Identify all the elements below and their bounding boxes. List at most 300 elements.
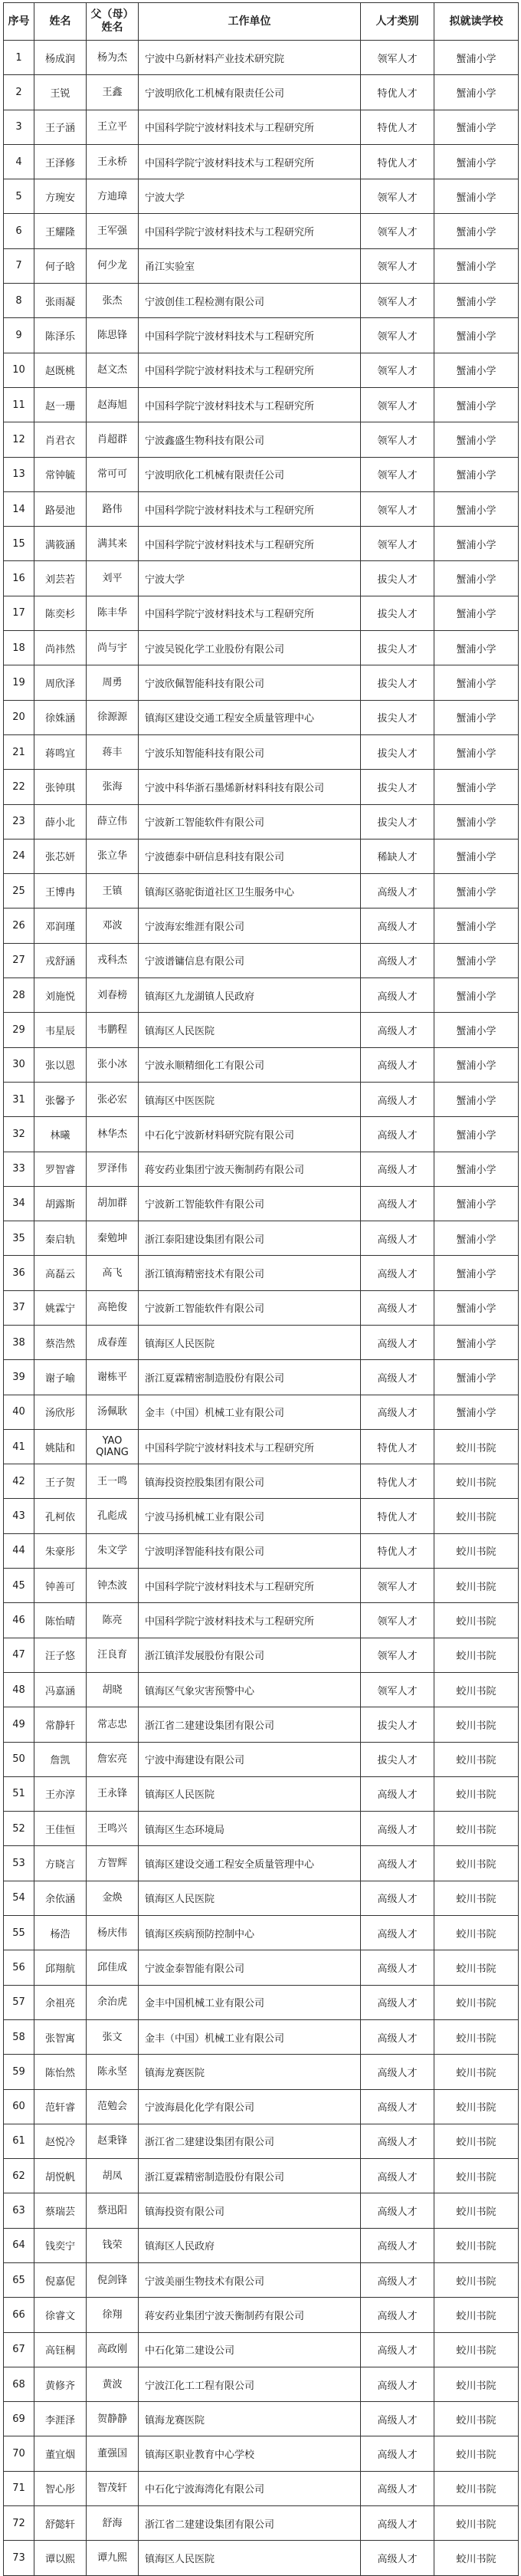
table-row bbox=[4, 2298, 519, 2332]
cell-unit: 宁波中科华浙石墨烯新材料科技有限公司 bbox=[139, 770, 361, 804]
cell-unit: 镇海区建设交通工程安全质量管理中心 bbox=[139, 700, 361, 734]
cell-parent: 汪良育 bbox=[87, 1638, 139, 1672]
cell-name: 徐睿文 bbox=[34, 2298, 87, 2332]
cell-seq: 51 bbox=[4, 1776, 34, 1811]
cell-category: 领军人才 bbox=[361, 491, 434, 526]
cell-name: 薛小北 bbox=[34, 804, 87, 839]
cell-parent: 张必宏 bbox=[87, 1082, 139, 1116]
cell-parent: 王永桥 bbox=[87, 144, 139, 179]
cell-unit: 中国科学院宁波材料技术与工程研究所 bbox=[139, 387, 361, 422]
cell-category: 拔尖人才 bbox=[361, 665, 434, 700]
table-row bbox=[4, 457, 519, 491]
cell-school: 蛟川书院 bbox=[434, 2228, 519, 2262]
table-row bbox=[4, 353, 519, 387]
cell-category: 特优人才 bbox=[361, 1533, 434, 1568]
cell-parent: 徐翔 bbox=[87, 2298, 139, 2332]
cell-parent: 林华杰 bbox=[87, 1117, 139, 1152]
cell-unit: 浙江省二建建设集团有限公司 bbox=[139, 1707, 361, 1742]
cell-parent: 谢栋平 bbox=[87, 1360, 139, 1395]
cell-parent: 张杰 bbox=[87, 284, 139, 318]
cell-school: 蟹浦小学 bbox=[434, 734, 519, 769]
table-row bbox=[4, 1916, 519, 1950]
cell-seq: 39 bbox=[4, 1360, 34, 1395]
table-row bbox=[4, 2263, 519, 2298]
table-row bbox=[4, 2402, 519, 2436]
cell-unit: 宁波大学 bbox=[139, 179, 361, 214]
cell-parent: 张文 bbox=[87, 2019, 139, 2054]
cell-category: 拔尖人才 bbox=[361, 700, 434, 734]
cell-name: 张智寓 bbox=[34, 2019, 87, 2054]
cell-school: 蛟川书院 bbox=[434, 1707, 519, 1742]
cell-category: 拔尖人才 bbox=[361, 804, 434, 839]
cell-name: 朱豪彤 bbox=[34, 1533, 87, 1568]
cell-category: 高级人才 bbox=[361, 2124, 434, 2158]
cell-unit: 宁波创佳工程检测有限公司 bbox=[139, 284, 361, 318]
cell-name: 王亦淳 bbox=[34, 1776, 87, 1811]
table-row bbox=[4, 41, 519, 75]
table-row bbox=[4, 1638, 519, 1672]
table-row bbox=[4, 1047, 519, 1082]
cell-seq: 54 bbox=[4, 1881, 34, 1915]
table-row bbox=[4, 2332, 519, 2367]
cell-seq: 16 bbox=[4, 561, 34, 596]
cell-unit: 镇海区建设交通工程安全质量管理中心 bbox=[139, 1846, 361, 1881]
table-row bbox=[4, 2436, 519, 2471]
cell-unit: 中国科学院宁波材料技术与工程研究所 bbox=[139, 110, 361, 144]
cell-parent: 朱文学 bbox=[87, 1533, 139, 1568]
cell-parent: 胡晓 bbox=[87, 1672, 139, 1707]
cell-unit: 中国科学院宁波材料技术与工程研究所 bbox=[139, 491, 361, 526]
cell-name: 王子贺 bbox=[34, 1464, 87, 1499]
cell-category: 高级人才 bbox=[361, 1221, 434, 1256]
cell-school: 蛟川书院 bbox=[434, 2159, 519, 2193]
table-row bbox=[4, 700, 519, 734]
cell-seq: 34 bbox=[4, 1186, 34, 1221]
cell-unit: 镇海龙赛医院 bbox=[139, 2055, 361, 2089]
cell-category: 高级人才 bbox=[361, 2228, 434, 2262]
cell-seq: 70 bbox=[4, 2436, 34, 2471]
cell-parent: 蔡迅阳 bbox=[87, 2193, 139, 2228]
cell-unit: 浙江镇海精密技术有限公司 bbox=[139, 1256, 361, 1290]
cell-seq: 47 bbox=[4, 1638, 34, 1672]
cell-category: 高级人才 bbox=[361, 1117, 434, 1152]
cell-school: 蟹浦小学 bbox=[434, 214, 519, 248]
table-row bbox=[4, 909, 519, 943]
cell-school: 蟹浦小学 bbox=[434, 1221, 519, 1256]
cell-school: 蛟川书院 bbox=[434, 2367, 519, 2401]
cell-name: 智心彤 bbox=[34, 2471, 87, 2505]
cell-parent: 金焕 bbox=[87, 1881, 139, 1915]
cell-school: 蛟川书院 bbox=[434, 2263, 519, 2298]
table-row bbox=[4, 2193, 519, 2228]
cell-unit: 镇海区职业教育中心学校 bbox=[139, 2436, 361, 2471]
table-row bbox=[4, 2159, 519, 2193]
cell-seq: 26 bbox=[4, 909, 34, 943]
cell-category: 领军人才 bbox=[361, 1672, 434, 1707]
cell-seq: 57 bbox=[4, 1985, 34, 2019]
cell-school: 蟹浦小学 bbox=[434, 943, 519, 978]
cell-seq: 11 bbox=[4, 387, 34, 422]
table-row bbox=[4, 1499, 519, 1533]
cell-school: 蟹浦小学 bbox=[434, 978, 519, 1013]
cell-parent: 赵秉锋 bbox=[87, 2124, 139, 2158]
cell-category: 高级人才 bbox=[361, 1395, 434, 1429]
cell-category: 高级人才 bbox=[361, 1776, 434, 1811]
cell-seq: 58 bbox=[4, 2019, 34, 2054]
cell-parent: 韦鹏程 bbox=[87, 1013, 139, 1047]
cell-seq: 44 bbox=[4, 1533, 34, 1568]
cell-school: 蛟川书院 bbox=[434, 2089, 519, 2124]
cell-parent: 徐源源 bbox=[87, 700, 139, 734]
cell-category: 高级人才 bbox=[361, 2263, 434, 2298]
cell-school: 蛟川书院 bbox=[434, 2193, 519, 2228]
table-row bbox=[4, 1395, 519, 1429]
table-row bbox=[4, 839, 519, 873]
cell-name: 谭以熙 bbox=[34, 2541, 87, 2575]
cell-parent: 赵文杰 bbox=[87, 353, 139, 387]
cell-category: 高级人才 bbox=[361, 2019, 434, 2054]
cell-name: 常静轩 bbox=[34, 1707, 87, 1742]
cell-unit: 金丰（中国）机械工业有限公司 bbox=[139, 1395, 361, 1429]
cell-school: 蛟川书院 bbox=[434, 1638, 519, 1672]
table-row bbox=[4, 1950, 519, 1985]
cell-school: 蟹浦小学 bbox=[434, 1047, 519, 1082]
cell-school: 蟹浦小学 bbox=[434, 1013, 519, 1047]
header-name: 姓名 bbox=[34, 3, 87, 41]
table-row bbox=[4, 1881, 519, 1915]
cell-name: 陈怡晴 bbox=[34, 1603, 87, 1638]
cell-parent: 薛立伟 bbox=[87, 804, 139, 839]
cell-parent: 杨庆伟 bbox=[87, 1916, 139, 1950]
cell-unit: 宁波美丽生物技术有限公司 bbox=[139, 2263, 361, 2298]
cell-unit: 宁波中海建设有限公司 bbox=[139, 1742, 361, 1776]
cell-category: 高级人才 bbox=[361, 1360, 434, 1395]
cell-school: 蟹浦小学 bbox=[434, 144, 519, 179]
cell-seq: 48 bbox=[4, 1672, 34, 1707]
cell-school: 蟹浦小学 bbox=[434, 909, 519, 943]
cell-school: 蛟川书院 bbox=[434, 2541, 519, 2575]
cell-name: 姚霖宁 bbox=[34, 1290, 87, 1325]
cell-name: 孔柯依 bbox=[34, 1499, 87, 1533]
cell-unit: 镇海区人民医院 bbox=[139, 2541, 361, 2575]
cell-school: 蛟川书院 bbox=[434, 1881, 519, 1915]
cell-name: 余祖亮 bbox=[34, 1985, 87, 2019]
cell-parent: 王立平 bbox=[87, 110, 139, 144]
cell-school: 蛟川书院 bbox=[434, 2332, 519, 2367]
cell-unit: 浙江镇洋发展股份有限公司 bbox=[139, 1638, 361, 1672]
cell-school: 蛟川书院 bbox=[434, 2124, 519, 2158]
cell-parent: 王一鸣 bbox=[87, 1464, 139, 1499]
cell-unit: 镇海龙赛医院 bbox=[139, 2402, 361, 2436]
cell-school: 蟹浦小学 bbox=[434, 1360, 519, 1395]
cell-parent: 高飞 bbox=[87, 1256, 139, 1290]
cell-school: 蛟川书院 bbox=[434, 1464, 519, 1499]
cell-unit: 中国科学院宁波材料技术与工程研究所 bbox=[139, 1603, 361, 1638]
cell-name: 王子涵 bbox=[34, 110, 87, 144]
cell-unit: 中国科学院宁波材料技术与工程研究所 bbox=[139, 214, 361, 248]
table-row bbox=[4, 1742, 519, 1776]
cell-name: 姚陆和 bbox=[34, 1429, 87, 1464]
table-row bbox=[4, 2541, 519, 2575]
cell-parent: 秦勉坤 bbox=[87, 1221, 139, 1256]
table-row bbox=[4, 874, 519, 909]
table-row bbox=[4, 2124, 519, 2158]
cell-seq: 19 bbox=[4, 665, 34, 700]
table-row bbox=[4, 248, 519, 283]
cell-name: 肖君衣 bbox=[34, 422, 87, 457]
cell-school: 蛟川书院 bbox=[434, 1672, 519, 1707]
table-row bbox=[4, 631, 519, 665]
cell-category: 高级人才 bbox=[361, 978, 434, 1013]
cell-unit: 宁波马扬机械工业有限公司 bbox=[139, 1499, 361, 1533]
header-unit: 工作单位 bbox=[139, 3, 361, 41]
cell-school: 蛟川书院 bbox=[434, 2471, 519, 2505]
cell-parent: 谭九熙 bbox=[87, 2541, 139, 2575]
cell-parent: 倪剑锋 bbox=[87, 2263, 139, 2298]
table-row bbox=[4, 527, 519, 561]
cell-school: 蟹浦小学 bbox=[434, 318, 519, 353]
cell-school: 蛟川书院 bbox=[434, 1846, 519, 1881]
talent-children-table bbox=[3, 2, 519, 2576]
cell-parent: 杨为杰 bbox=[87, 41, 139, 75]
cell-seq: 43 bbox=[4, 1499, 34, 1533]
cell-seq: 60 bbox=[4, 2089, 34, 2124]
cell-category: 高级人才 bbox=[361, 1186, 434, 1221]
cell-name: 蔡浩然 bbox=[34, 1325, 87, 1359]
cell-parent: 刘平 bbox=[87, 561, 139, 596]
table-row bbox=[4, 734, 519, 769]
cell-parent: 王鑫 bbox=[87, 75, 139, 110]
cell-category: 特优人才 bbox=[361, 1499, 434, 1533]
cell-parent: 蒋丰 bbox=[87, 734, 139, 769]
cell-category: 高级人才 bbox=[361, 1013, 434, 1047]
table-row bbox=[4, 2089, 519, 2124]
cell-category: 高级人才 bbox=[361, 2506, 434, 2541]
cell-seq: 50 bbox=[4, 1742, 34, 1776]
table-row bbox=[4, 1360, 519, 1395]
cell-parent: 方迪璋 bbox=[87, 179, 139, 214]
table-row bbox=[4, 770, 519, 804]
table-row bbox=[4, 596, 519, 630]
cell-school: 蛟川书院 bbox=[434, 1569, 519, 1603]
table-row bbox=[4, 1776, 519, 1811]
cell-school: 蛟川书院 bbox=[434, 1429, 519, 1464]
header-category: 人才类别 bbox=[361, 3, 434, 41]
cell-unit: 镇海区人民医院 bbox=[139, 1325, 361, 1359]
cell-name: 张钟琪 bbox=[34, 770, 87, 804]
cell-school: 蟹浦小学 bbox=[434, 75, 519, 110]
cell-seq: 21 bbox=[4, 734, 34, 769]
cell-category: 高级人才 bbox=[361, 2193, 434, 2228]
table-row bbox=[4, 1221, 519, 1256]
cell-school: 蟹浦小学 bbox=[434, 457, 519, 491]
cell-name: 陈泽乐 bbox=[34, 318, 87, 353]
cell-category: 高级人才 bbox=[361, 2402, 434, 2436]
cell-seq: 63 bbox=[4, 2193, 34, 2228]
table-row bbox=[4, 804, 519, 839]
table-row bbox=[4, 214, 519, 248]
cell-parent: 智茂轩 bbox=[87, 2471, 139, 2505]
cell-school: 蛟川书院 bbox=[434, 1776, 519, 1811]
table-row bbox=[4, 1846, 519, 1881]
cell-name: 张雨凝 bbox=[34, 284, 87, 318]
cell-unit: 宁波中乌新材料产业技术研究院 bbox=[139, 41, 361, 75]
cell-category: 高级人才 bbox=[361, 1846, 434, 1881]
table-row bbox=[4, 1672, 519, 1707]
cell-parent: 钱荣 bbox=[87, 2228, 139, 2262]
cell-category: 拔尖人才 bbox=[361, 631, 434, 665]
cell-name: 胡露斯 bbox=[34, 1186, 87, 1221]
cell-category: 领军人才 bbox=[361, 41, 434, 75]
cell-name: 邱翔航 bbox=[34, 1950, 87, 1985]
table-row bbox=[4, 387, 519, 422]
cell-unit: 宁波新工智能软件有限公司 bbox=[139, 804, 361, 839]
cell-category: 特优人才 bbox=[361, 75, 434, 110]
cell-parent: 陈丰华 bbox=[87, 596, 139, 630]
cell-name: 余依涵 bbox=[34, 1881, 87, 1915]
table-row bbox=[4, 1707, 519, 1742]
table-row bbox=[4, 665, 519, 700]
cell-category: 拔尖人才 bbox=[361, 770, 434, 804]
cell-category: 高级人才 bbox=[361, 1916, 434, 1950]
cell-name: 王博冉 bbox=[34, 874, 87, 909]
cell-parent: 罗泽伟 bbox=[87, 1152, 139, 1186]
cell-parent: 张小冰 bbox=[87, 1047, 139, 1082]
cell-name: 舒懿轩 bbox=[34, 2506, 87, 2541]
cell-name: 汤欣彤 bbox=[34, 1395, 87, 1429]
cell-parent: 满其来 bbox=[87, 527, 139, 561]
cell-school: 蛟川书院 bbox=[434, 1950, 519, 1985]
cell-parent: 范勉会 bbox=[87, 2089, 139, 2124]
table-row bbox=[4, 2019, 519, 2054]
cell-school: 蛟川书院 bbox=[434, 2055, 519, 2089]
cell-unit: 宁波欣佩智能科技有限公司 bbox=[139, 665, 361, 700]
cell-school: 蛟川书院 bbox=[434, 2019, 519, 2054]
cell-school: 蟹浦小学 bbox=[434, 874, 519, 909]
cell-unit: 浙江夏霖精密制造股份有限公司 bbox=[139, 1360, 361, 1395]
cell-category: 高级人才 bbox=[361, 2541, 434, 2575]
cell-parent: 张立华 bbox=[87, 839, 139, 873]
cell-category: 高级人才 bbox=[361, 1152, 434, 1186]
cell-category: 高级人才 bbox=[361, 909, 434, 943]
cell-category: 高级人才 bbox=[361, 2332, 434, 2367]
cell-school: 蛟川书院 bbox=[434, 2298, 519, 2332]
cell-seq: 23 bbox=[4, 804, 34, 839]
cell-unit: 宁波新工智能软件有限公司 bbox=[139, 1186, 361, 1221]
cell-name: 李涯泽 bbox=[34, 2402, 87, 2436]
cell-seq: 12 bbox=[4, 422, 34, 457]
cell-unit: 宁波明泽智能科技有限公司 bbox=[139, 1533, 361, 1568]
cell-name: 倪嘉伲 bbox=[34, 2263, 87, 2298]
cell-parent: 路伟 bbox=[87, 491, 139, 526]
cell-category: 拔尖人才 bbox=[361, 734, 434, 769]
cell-seq: 68 bbox=[4, 2367, 34, 2401]
cell-category: 领军人才 bbox=[361, 284, 434, 318]
cell-parent: 周勇 bbox=[87, 665, 139, 700]
cell-school: 蟹浦小学 bbox=[434, 1152, 519, 1186]
cell-category: 领军人才 bbox=[361, 214, 434, 248]
cell-unit: 宁波谱镛信息有限公司 bbox=[139, 943, 361, 978]
cell-school: 蟹浦小学 bbox=[434, 700, 519, 734]
cell-category: 特优人才 bbox=[361, 1429, 434, 1464]
cell-seq: 2 bbox=[4, 75, 34, 110]
cell-seq: 28 bbox=[4, 978, 34, 1013]
cell-category: 领军人才 bbox=[361, 318, 434, 353]
table-row bbox=[4, 1152, 519, 1186]
cell-category: 领军人才 bbox=[361, 179, 434, 214]
cell-school: 蛟川书院 bbox=[434, 1916, 519, 1950]
cell-name: 常钟毓 bbox=[34, 457, 87, 491]
cell-seq: 8 bbox=[4, 284, 34, 318]
cell-school: 蟹浦小学 bbox=[434, 1395, 519, 1429]
cell-category: 高级人才 bbox=[361, 2159, 434, 2193]
cell-parent: 董强国 bbox=[87, 2436, 139, 2471]
cell-school: 蟹浦小学 bbox=[434, 1117, 519, 1152]
cell-parent: 胡凤 bbox=[87, 2159, 139, 2193]
cell-unit: 金丰中国机械工业有限公司 bbox=[139, 1985, 361, 2019]
cell-seq: 72 bbox=[4, 2506, 34, 2541]
cell-seq: 20 bbox=[4, 700, 34, 734]
cell-seq: 17 bbox=[4, 596, 34, 630]
cell-unit: 镇海区疾病预防控制中心 bbox=[139, 1916, 361, 1950]
cell-school: 蟹浦小学 bbox=[434, 387, 519, 422]
cell-category: 高级人才 bbox=[361, 2436, 434, 2471]
cell-parent: 陈亮 bbox=[87, 1603, 139, 1638]
table-row bbox=[4, 1290, 519, 1325]
cell-unit: 宁波明欣化工机械有限责任公司 bbox=[139, 457, 361, 491]
cell-name: 谢子喻 bbox=[34, 1360, 87, 1395]
cell-name: 詹凯 bbox=[34, 1742, 87, 1776]
cell-seq: 73 bbox=[4, 2541, 34, 2575]
cell-parent: 王镇 bbox=[87, 874, 139, 909]
table-row bbox=[4, 2367, 519, 2401]
cell-parent: 陈思锋 bbox=[87, 318, 139, 353]
cell-unit: 宁波吴锐化学工业股份有限公司 bbox=[139, 631, 361, 665]
cell-school: 蛟川书院 bbox=[434, 2436, 519, 2471]
cell-seq: 4 bbox=[4, 144, 34, 179]
cell-parent: 王鸣兴 bbox=[87, 1812, 139, 1846]
cell-name: 钱奕宁 bbox=[34, 2228, 87, 2262]
cell-seq: 71 bbox=[4, 2471, 34, 2505]
cell-school: 蛟川书院 bbox=[434, 1742, 519, 1776]
cell-name: 戎舒涵 bbox=[34, 943, 87, 978]
cell-seq: 22 bbox=[4, 770, 34, 804]
cell-category: 高级人才 bbox=[361, 2367, 434, 2401]
cell-parent: 孔彪成 bbox=[87, 1499, 139, 1533]
cell-category: 拔尖人才 bbox=[361, 596, 434, 630]
cell-seq: 24 bbox=[4, 839, 34, 873]
cell-school: 蟹浦小学 bbox=[434, 1256, 519, 1290]
cell-name: 陈怡然 bbox=[34, 2055, 87, 2089]
cell-unit: 镇海投资有限公司 bbox=[139, 2193, 361, 2228]
cell-seq: 6 bbox=[4, 214, 34, 248]
cell-seq: 36 bbox=[4, 1256, 34, 1290]
cell-parent: 胡加群 bbox=[87, 1186, 139, 1221]
cell-seq: 35 bbox=[4, 1221, 34, 1256]
cell-unit: 中国科学院宁波材料技术与工程研究所 bbox=[139, 527, 361, 561]
cell-school: 蛟川书院 bbox=[434, 1533, 519, 1568]
cell-category: 稀缺人才 bbox=[361, 839, 434, 873]
cell-unit: 镇海区骆驼街道社区卫生服务中心 bbox=[139, 874, 361, 909]
cell-seq: 56 bbox=[4, 1950, 34, 1985]
cell-parent: 高政刚 bbox=[87, 2332, 139, 2367]
table-row bbox=[4, 1569, 519, 1603]
cell-unit: 镇海区中医医院 bbox=[139, 1082, 361, 1116]
cell-seq: 3 bbox=[4, 110, 34, 144]
cell-category: 特优人才 bbox=[361, 1464, 434, 1499]
cell-unit: 镇海区人民医院 bbox=[139, 1776, 361, 1811]
cell-category: 高级人才 bbox=[361, 2055, 434, 2089]
